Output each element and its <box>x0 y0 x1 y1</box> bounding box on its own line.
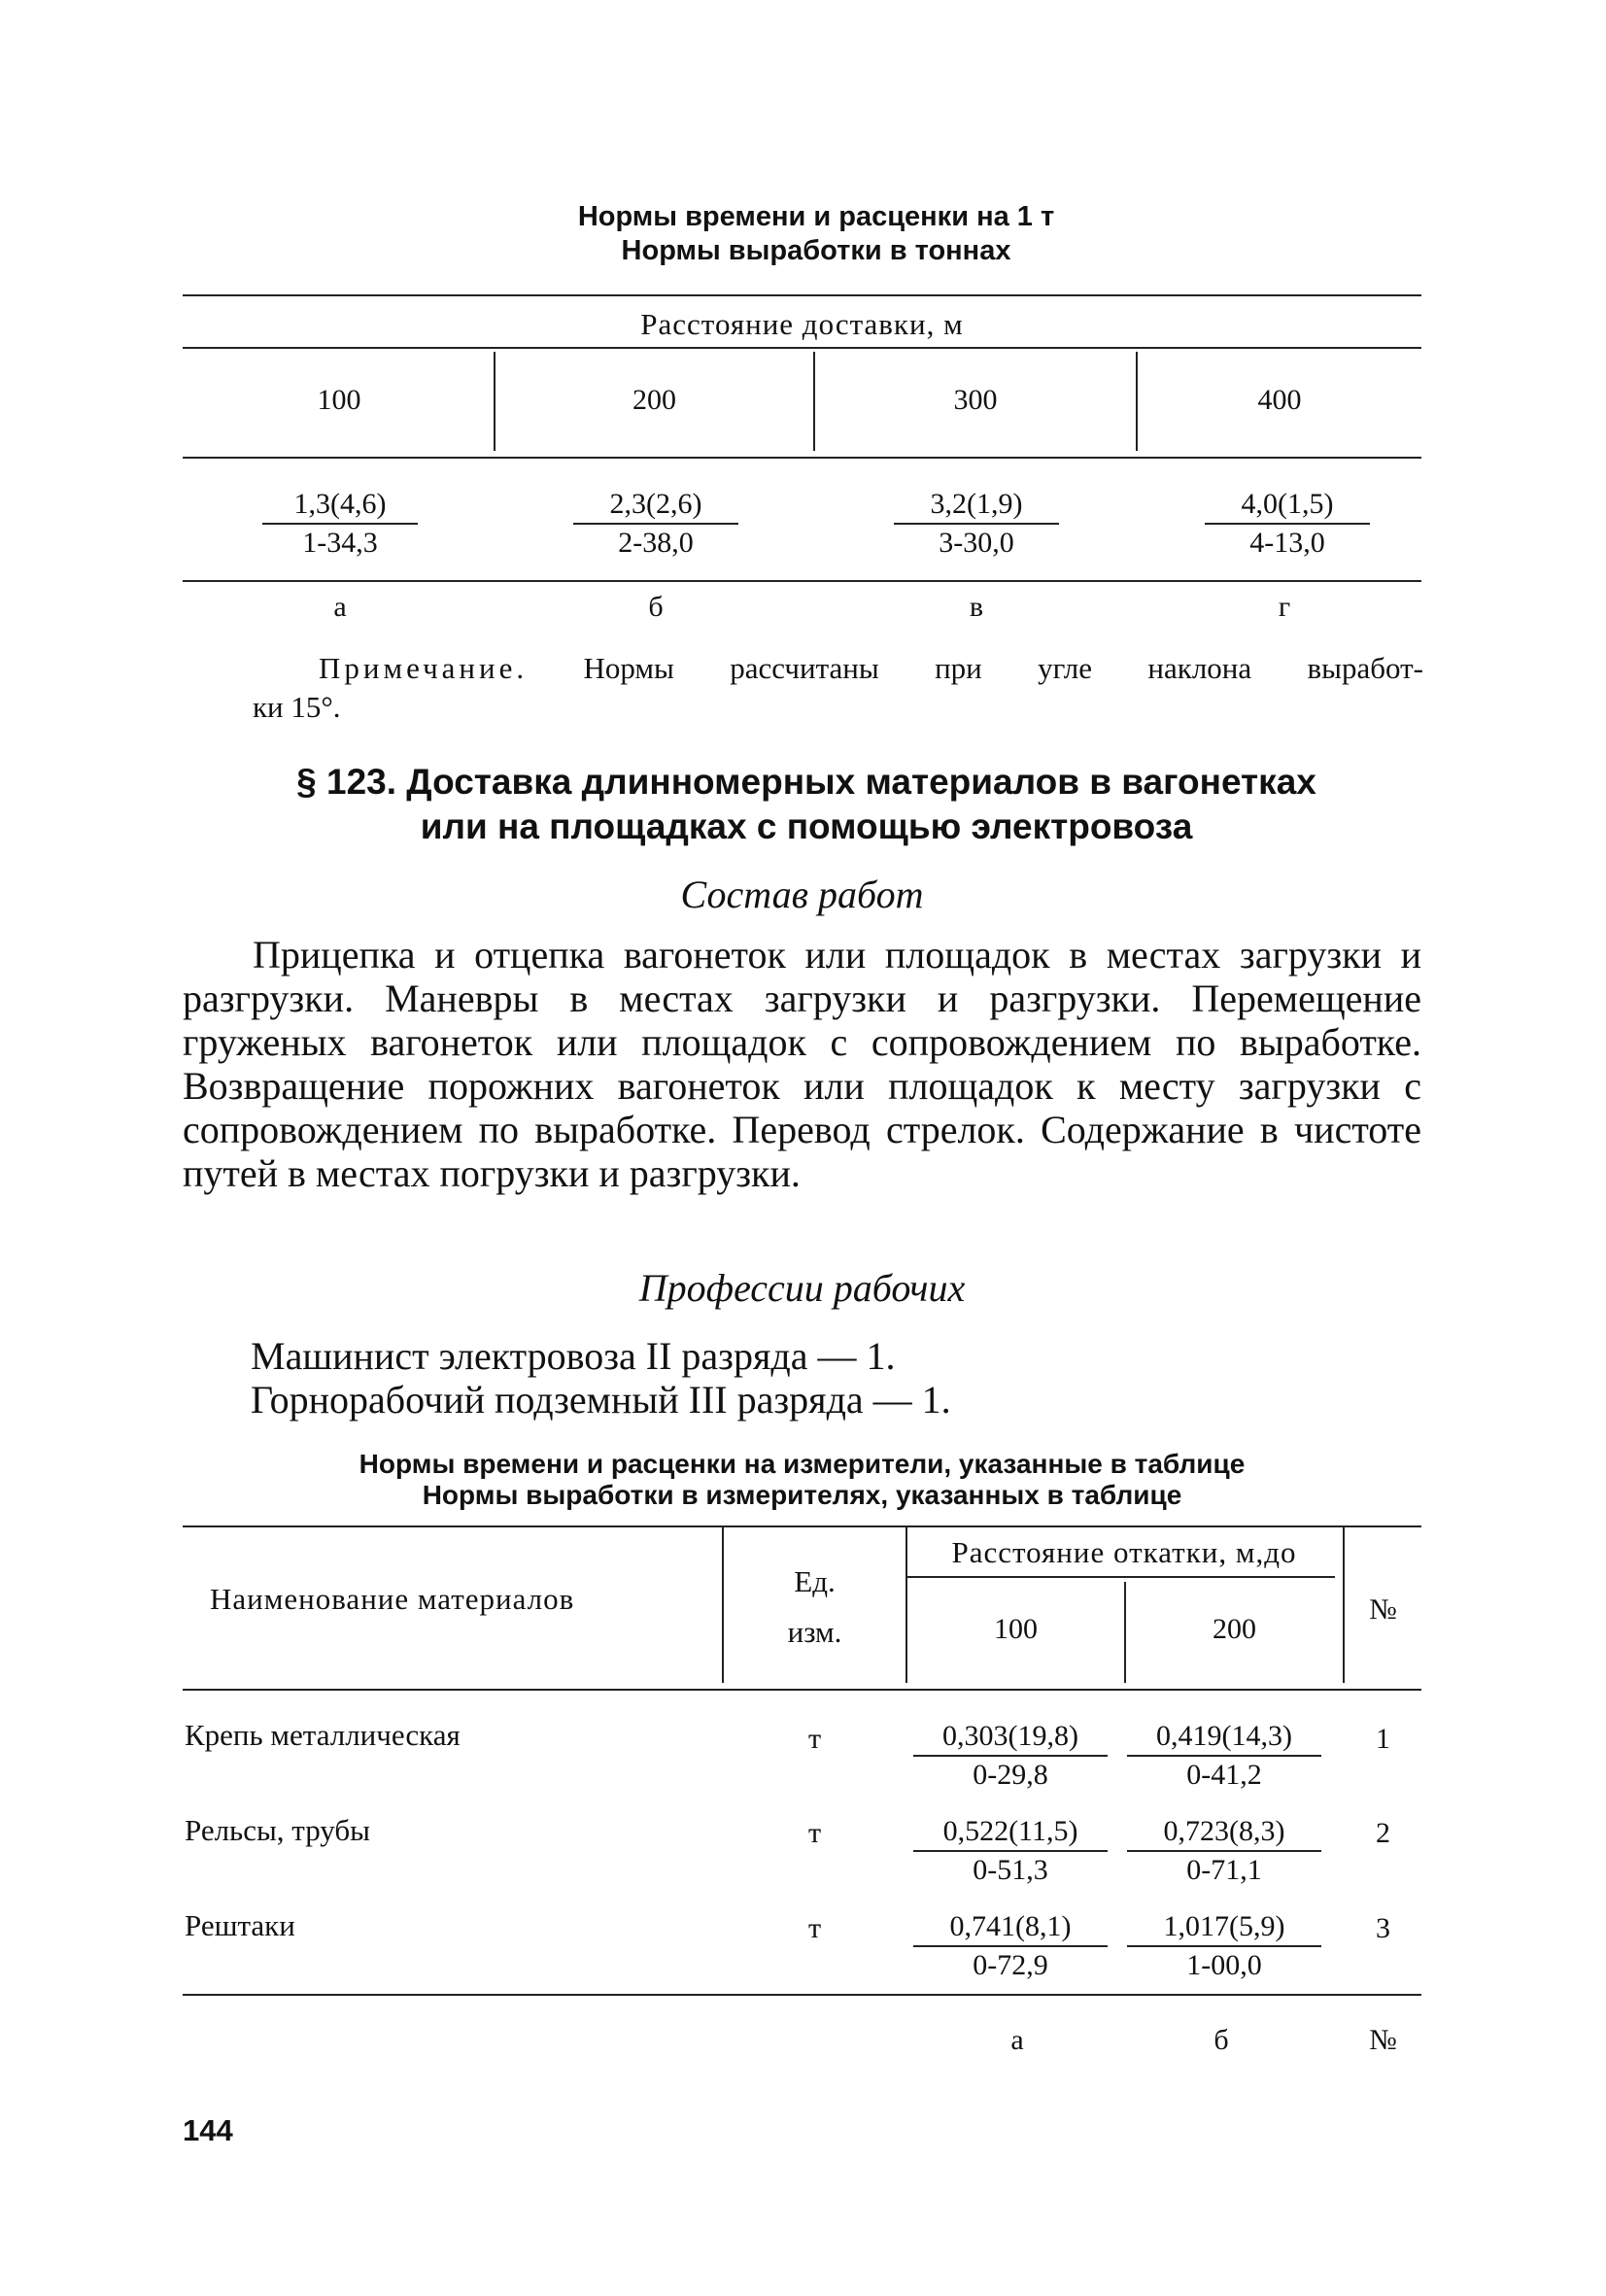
table2-row1-a: $\frac{0,303(19,8)}{0-29,8}$ <box>913 1718 1108 1794</box>
table2-row1-b: $\frac{0,419(14,3)}{0-41,2}$ <box>1127 1718 1321 1794</box>
table1-letter-c: в <box>969 591 984 623</box>
table2-row2-unit: т <box>807 1817 822 1849</box>
table1-top-rule <box>183 294 1421 296</box>
table1-title-line1: Нормы времени и расценки на 1 т <box>577 201 1055 232</box>
table1-note <box>253 649 1423 727</box>
table2-top-rule <box>183 1525 1421 1527</box>
table2-row2-b: $\frac{0,723(8,3)}{0-71,1}$ <box>1127 1813 1321 1889</box>
note-text-2: ки 15°. <box>253 690 341 724</box>
work-paragraph: Прицепка и отцепка вагонеток или площадок в местах загрузки и разгрузки. Маневры в местах загрузки и разгрузки. Перемещение груженых вагонеток или площадок с сопровождением по выработке. Возвращение порожних вагонеток или площадок к месту загрузки с сопровождением по выработке. Перевод стрелок. Содержание в чистоте путей в местах погрузки и разгрузки. <box>183 933 1421 1195</box>
table1-title <box>525 201 1108 267</box>
table1-col-400: 400 <box>1257 384 1302 416</box>
table2-footer-b: б <box>1213 2024 1229 2056</box>
table2-group-header: Расстояние откатки, м,до <box>951 1535 1297 1569</box>
professions-list <box>251 1334 951 1422</box>
table2-row3-unit: т <box>807 1912 822 1944</box>
table2-footer-no: № <box>1369 2024 1397 2056</box>
table1-col-300: 300 <box>953 384 998 416</box>
table2-title <box>183 1449 1421 1511</box>
table1-letter-b: б <box>648 591 664 623</box>
table2-col-material: Наименование материалов <box>210 1582 575 1616</box>
table2-row2-a: $\frac{0,522(11,5)}{0-51,3}$ <box>913 1813 1108 1889</box>
work-title: Состав работ <box>680 873 924 916</box>
table2-row3-name: Рештаки <box>185 1908 295 1942</box>
table1-header-rule <box>183 347 1421 349</box>
table1-cell-b: $\frac{2,3(2,6)}{2-38,0}$ <box>573 486 738 562</box>
professions-title: Профессии рабочих <box>638 1266 966 1310</box>
table2-col-unit-1: Ед. <box>794 1564 836 1598</box>
table2-row1-name: Крепь металлическая <box>185 1718 461 1752</box>
section-heading-line1: § 123. Доставка длинномерных материалов в вагонетках <box>296 762 1316 802</box>
table1-group-header: Расстояние доставки, м <box>640 307 964 341</box>
table2-row1-unit: т <box>807 1723 822 1755</box>
table2-row2-no: 2 <box>1376 1817 1390 1849</box>
note-label: Примечание. <box>319 651 529 685</box>
table2-title-line1: Нормы времени и расценки на измерители, указанные в таблице <box>359 1449 1246 1479</box>
table2-header-rule <box>183 1689 1421 1691</box>
table2-divider-unit <box>722 1527 724 1683</box>
table2-row3-b: $\frac{1,017(5,9)}{1-00,0}$ <box>1127 1908 1321 1984</box>
table1-title-line2: Нормы выработки в тоннах <box>621 235 1011 266</box>
table1-col-200: 200 <box>632 384 676 416</box>
table2-title-line2: Нормы выработки в измерителях, указанных в таблице <box>422 1480 1182 1510</box>
table2-row3-no: 3 <box>1376 1912 1390 1944</box>
table1-letter-d: г <box>1278 591 1291 623</box>
table2-col-no: № <box>1369 1593 1397 1626</box>
table1-letter-a: а <box>333 591 347 623</box>
table1-cell-d: $\frac{4,0(1,5)}{4-13,0}$ <box>1205 486 1370 562</box>
section-heading <box>214 760 1399 849</box>
page-number: 144 <box>183 2113 233 2147</box>
profession-1: Машинист электровоза II разряда — 1. <box>251 1334 896 1378</box>
note-text: Нормы рассчитаны при угле наклона выработ- <box>528 651 1423 685</box>
section-heading-line2: или на площадках с помощью электровоза <box>420 806 1193 846</box>
table1-bottom-rule <box>183 580 1421 582</box>
profession-2: Горнорабочий подземный III разряда — 1. <box>251 1378 951 1422</box>
table2-row1-no: 1 <box>1376 1723 1390 1755</box>
table2-col-unit-2: изм. <box>787 1615 842 1649</box>
table2-row3-a: $\frac{0,741(8,1)}{0-72,9}$ <box>913 1908 1108 1984</box>
table1-cell-a: $\frac{1,3(4,6)}{1-34,3}$ <box>262 486 418 562</box>
table1-col-100: 100 <box>317 384 361 416</box>
table1-mid-rule <box>183 457 1421 459</box>
table1-cell-c: $\frac{3,2(1,9)}{3-30,0}$ <box>894 486 1059 562</box>
table2-col-200: 200 <box>1213 1613 1256 1645</box>
table2-bottom-rule <box>183 1994 1421 1996</box>
table2-footer-a: а <box>1010 2024 1024 2056</box>
table2-col-100: 100 <box>994 1613 1038 1645</box>
table2-row2-name: Рельсы, трубы <box>185 1813 370 1847</box>
table2-group-rule <box>907 1576 1335 1578</box>
